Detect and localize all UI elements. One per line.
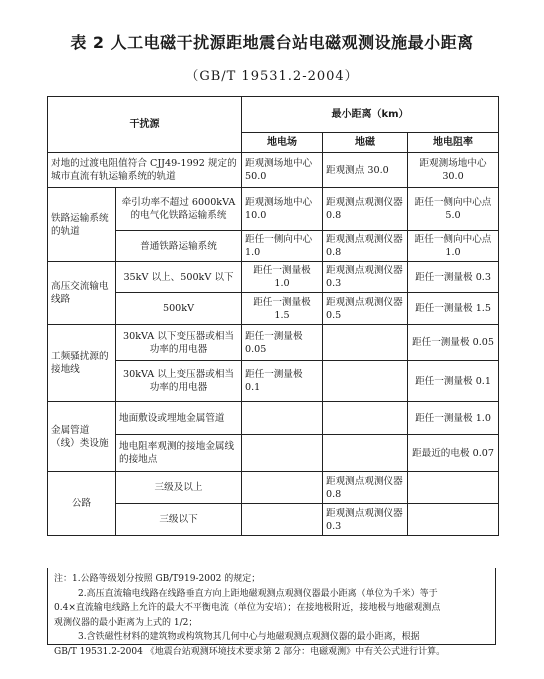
cell-geoelectric-resistivity: 距任一测量极 0.3	[408, 262, 499, 293]
table-row	[48, 472, 499, 504]
note-3-line-1: 3.含铁磁性材料的建筑物或构筑物其几何中心与地磁观测点观测仪器的最小距离，根据	[78, 632, 420, 642]
cell-geoelectric-resistivity: 距任一测量极 1.0	[408, 402, 499, 435]
cell-geomagnetic: 距观测点观测仪器 0.8	[323, 231, 408, 262]
row-source: 30kVA 以上变压器或相当功率的用电器	[116, 361, 242, 402]
table-row	[48, 262, 499, 293]
table-row	[48, 325, 499, 361]
cell-geoelectric-field-empty	[242, 402, 323, 435]
row-source: 500kV	[116, 293, 242, 325]
table-row	[48, 153, 499, 188]
note-2-line-3: 观测仪器的最小距离为上式的 1/2；	[54, 617, 198, 628]
cell-geoelectric-field: 距任一侧向中心 1.0	[242, 231, 323, 262]
cell-geoelectric-field: 距任一测量极 0.1	[242, 361, 323, 402]
cell-geoelectric-field: 距任一测量极 1.5	[242, 293, 323, 325]
note-3-line-2: GB/T 19531.2-2004 《地震台站观测环境技术要求第 2 部分：电磁观测》中有关公式进行计算。	[54, 646, 446, 657]
cell-geoelectric-field-empty	[242, 472, 323, 504]
row-source: 三级及以上	[116, 472, 242, 504]
row-source: 地电阻率观测的接地金属线的接地点	[116, 435, 242, 472]
cell-geoelectric-field: 距任一测量极 1.0	[242, 262, 323, 293]
row-source: 三级以下	[116, 504, 242, 536]
header-row-1	[48, 97, 499, 133]
header-min-distance: 最小距离（km）	[242, 97, 499, 133]
row-source: 普通铁路运输系统	[116, 231, 242, 262]
row-source: 30kVA 以下变压器或相当功率的用电器	[116, 325, 242, 361]
cell-geoelectric-field: 距任一测量极 0.05	[242, 325, 323, 361]
cell-geoelectric-field: 距观测场地中心 10.0	[242, 188, 323, 231]
note-1: 注：1.公路等级划分按照 GB/T919-2002 的规定；	[54, 574, 261, 584]
table-subtitle: （GB/T 19531.2-2004）	[185, 69, 359, 84]
header-geoelectric-resistivity: 地电阻率	[408, 133, 499, 153]
row-group-railway: 铁路运输系统的轨道	[48, 188, 116, 262]
cell-geoelectric-resistivity: 距最近的电极 0.07	[408, 435, 499, 472]
row-source: 35kV 以上、500kV 以下	[116, 262, 242, 293]
table-row	[48, 361, 499, 402]
cell-geomagnetic-empty	[323, 435, 408, 472]
cell-geoelectric-resistivity: 距任一侧向中心点 1.0	[408, 231, 499, 262]
note-2-line-1: 2.高压直流输电线路在线路垂直方向上距地磁观测点观测仪器最小距离（单位为千米）等于	[78, 588, 438, 599]
table-row	[48, 435, 499, 472]
cell-geoelectric-resistivity: 距任一测量极 1.5	[408, 293, 499, 325]
cell-geomagnetic-empty	[323, 361, 408, 402]
cell-geomagnetic: 距观测点观测仪器 0.3	[323, 262, 408, 293]
cell-geoelectric-resistivity-empty	[408, 472, 499, 504]
cell-geomagnetic: 距观测点观测仪器 0.3	[323, 504, 408, 536]
cell-geomagnetic-empty	[323, 325, 408, 361]
table-row	[48, 504, 499, 536]
table-row	[48, 293, 499, 325]
header-source: 干扰源	[48, 97, 242, 153]
table-title: 表 2 人工电磁干扰源距地震台站电磁观测设施最小距离	[70, 33, 474, 52]
row-group-hv-ac-line: 高压交流输电线路	[48, 262, 116, 325]
row-group-power-frequency-ground: 工频骚扰源的接地线	[48, 325, 116, 402]
table-row	[48, 231, 499, 262]
cell-geomagnetic-empty	[323, 402, 408, 435]
cell-geomagnetic: 距观测点观测仪器 0.5	[323, 293, 408, 325]
cell-geomagnetic: 距观测点观测仪器 0.8	[323, 472, 408, 504]
row-source: 对地的过渡电阻值符合 CJJ49-1992 规定的城市直流有轨运输系统的轨道	[48, 153, 242, 188]
row-group-metal-pipes: 金属管道（线）类设施	[48, 402, 116, 472]
distance-table	[47, 96, 499, 536]
row-source: 牵引功率不超过 6000kVA 的电气化铁路运输系统	[116, 188, 242, 231]
header-geoelectric-field: 地电场	[242, 133, 323, 153]
cell-geoelectric-resistivity: 距任一测量极 0.05	[408, 325, 499, 361]
header-geomagnetic: 地磁	[323, 133, 408, 153]
cell-geomagnetic: 距观测点 30.0	[323, 153, 408, 188]
note-2-line-2: 0.4×直流输电线路上允许的最大不平衡电流（单位为安培）；在接地极附近，接地极与地磁观测点	[54, 603, 441, 613]
cell-geoelectric-field-empty	[242, 435, 323, 472]
table-row	[48, 402, 499, 435]
cell-geoelectric-resistivity: 距任一侧向中心点 5.0	[408, 188, 499, 231]
cell-geoelectric-field-empty	[242, 504, 323, 536]
row-source: 地面敷设或埋地金属管道	[116, 402, 242, 435]
cell-geomagnetic: 距观测点观测仪器 0.8	[323, 188, 408, 231]
cell-geoelectric-resistivity: 距任一测量极 0.1	[408, 361, 499, 402]
table-row	[48, 188, 499, 231]
cell-geoelectric-field: 距观测场地中心 50.0	[242, 153, 323, 188]
cell-geoelectric-resistivity-empty	[408, 504, 499, 536]
cell-geoelectric-resistivity: 距观测场地中心 30.0	[408, 153, 499, 188]
row-group-highway: 公路	[48, 472, 116, 536]
table-notes	[47, 568, 496, 657]
